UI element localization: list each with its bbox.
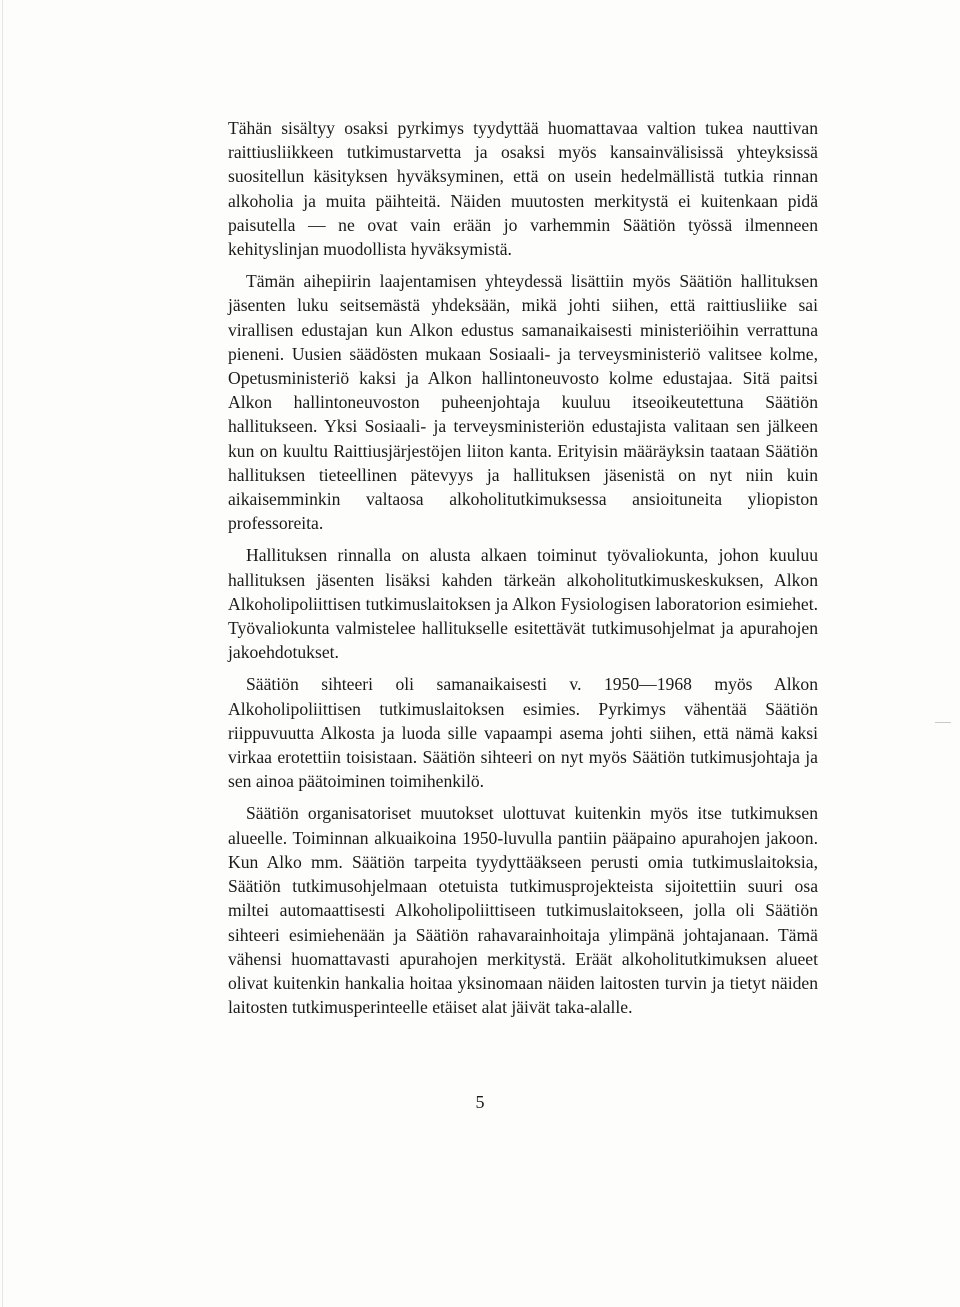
margin-mark — [935, 722, 951, 723]
paragraph-3: Hallituksen rinnalla on alusta alkaen toiminut työvaliokunta, johon kuuluu hallituksen jäsenten lisäksi kahden tärkeän alkoholitutkimuskeskuksen, Alkon Alkoholipoliittisen tutkimuslaitoksen ja Alkon Fysiologisen laboratorion esimiehet. Työvaliokunta valmistelee hallitukselle esitettävät tutkimusohjelmat ja apurahojen jakoehdotukset. — [228, 545, 818, 663]
paragraph-1: Tähän sisältyy osaksi pyrkimys tyydyttää huomattavaa valtion tukea nauttivan raittiusliikkeen tutkimustarvetta ja osaksi myös kansainvälisissä yhteyksissä suositellun käsityksen hyväksyminen, että on usein hedelmällistä tutkia rinnan alkoholia ja muita päihteitä. Näiden muutosten merkitystä ei kuitenkaan pidä paisutella — ne ovat vain erään jo varhemmin Säätiön työssä ilmenneen kehityslinjan muodollista hyväksymistä. — [228, 118, 818, 260]
paragraph-5: Säätiön organisatoriset muutokset ulottuvat kuitenkin myös itse tutkimuksen alueelle. Toiminnan alkuaikoina 1950-luvulla pantiin pääpaino apurahojen jakoon. Kun Alko mm. Säätiön tarpeita tyydyttääkseen perusti omia tutkimuslaitoksia, Säätiön tutkimusohjelmaan otetuista tutkimusprojekteista sijoitettiin suuri osa miltei automaattisesti Alkoholipoliittiseen tutkimuslaitokseen, jolla oli Säätiön sihteeri esimiehenään ja Säätiön rahavarainhoitaja ylimpänä johtajanaan. Tämä vähensi huomattavasti apurahojen merkitystä. Eräät alkoholitutkimuksen alueet olivat kuitenkin hankalia hoitaa yksinomaan näiden laitosten turvin ja tietyt näiden laitosten tutkimusperinteelle etäiset alat jäivät taka-alalle. — [228, 803, 818, 1018]
page-number: 5 — [475, 1092, 485, 1112]
body-text — [228, 116, 818, 1027]
paragraph-2: Tämän aihepiirin laajentamisen yhteydessä lisättiin myös Säätiön hallituksen jäsenten luku seitsemästä yhdeksään, mikä johti siihen, että raittiusliike sai virallisen edustajan kun Alkon edustus samanaikaisesti ministeriöihin verrattuna pieneni. Uusien säädösten mukaan Sosiaali- ja terveysministeriö valitsee kolme, Opetusministeriö kaksi ja Alkon hallintoneuvosto kolme edustajaa. Sitä paitsi Alkon hallintoneuvoston puheenjohtaja kuuluu itseoikeutettuna Säätiön hallitukseen. Yksi Sosiaali- ja terveysministeriön edustajista valitaan sen jälkeen kun on kuultu Raittiusjärjestöjen liiton kanta. Erityisin määräyksin taataan Säätiön hallituksen tieteellinen pätevyys ja hallituksen jäsenistä on nyt niin kuin aikaisemminkin valtaosa alkoholitutkimuksessa ansioituneita yliopiston professoreita. — [228, 271, 818, 534]
paragraph-4: Säätiön sihteeri oli samanaikaisesti v. 1950—1968 myös Alkon Alkoholipoliittisen tutkimuslaitoksen esimies. Pyrkimys vähentää Säätiön riippuvuutta Alkosta ja luoda sille vapaampi asema johti siihen, että nämä kaksi virkaa erotettiin toisistaan. Säätiön sihteeri on nyt myös Säätiön tutkimusjohtaja ja sen ainoa päätoiminen toimihenkilö. — [228, 674, 818, 792]
